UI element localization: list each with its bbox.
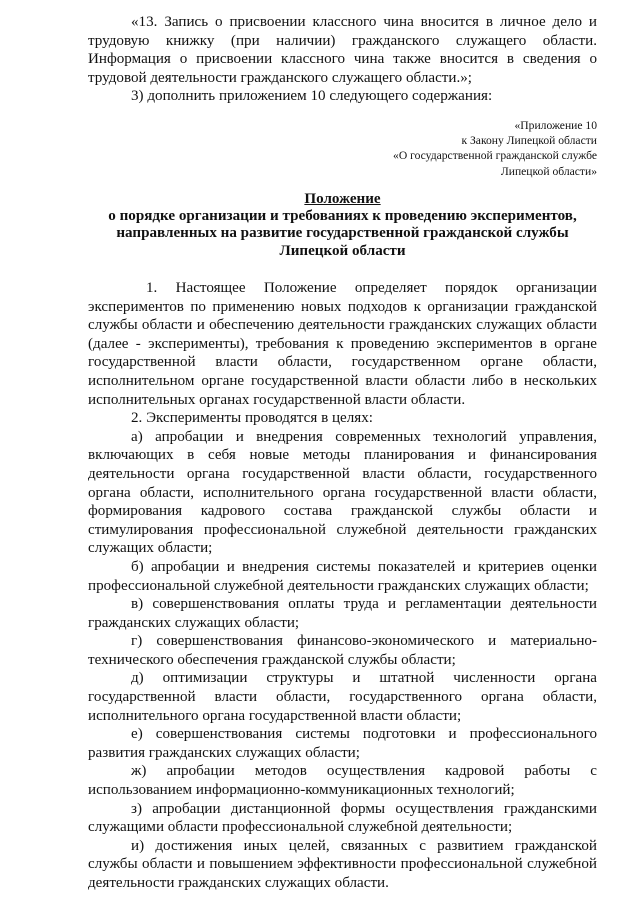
list-item-a: а) апробации и внедрения современных технологий управления, включающих в себя новые методы планирования и финансирования деятельности органа государственной власти области, государственного органа области, исполнительного органа государственной власти области, формирования кадрового состава гражданской службы области и стимулирования профессиональной служебной деятельности гражданских служащих области;	[88, 428, 597, 557]
paragraph-1: 1. Настоящее Положение определяет порядок организации экспериментов по применению новых подходов к организации гражданской службы области и обеспечению деятельности гражданских служащих области (далее - эксперименты), требования к проведению экспериментов в органе государственной власти области, государственном органе области, исполнительном органе государственной власти области либо в нескольких исполнительных органах государственной власти области.	[88, 280, 597, 408]
appendix-line: Липецкой области»	[500, 164, 597, 178]
list-item-b: б) апробации и внедрения системы показателей и критериев оценки профессиональной служебной деятельности гражданских служащих области;	[88, 558, 597, 594]
paragraph-item-13: «13. Запись о присвоении классного чина вносится в личное дело и трудовую книжку (при наличии) гражданского служащего области. Информация о присвоении классного чина также вносится в сведения о трудовой деятельности гражданского служащего области.»;	[88, 14, 597, 86]
list-item-zh: ж) апробации методов осуществления кадровой работы с использованием информационно-коммуникационных технологий;	[88, 763, 597, 799]
paragraph-amendment-3: 3) дополнить приложением 10 следующего содержания:	[131, 88, 493, 105]
regulation-body	[88, 279, 597, 893]
list-item-g: г) совершенствования финансово-экономического и материально-технического обеспечения гражданской службы области;	[88, 633, 597, 668]
list-item-e: е) совершенствования системы подготовки и профессионального развития гражданских служащих области;	[88, 726, 597, 761]
paragraph-2: 2. Эксперименты проводятся в целях:	[131, 410, 373, 427]
list-item-i: и) достижения иных целей, связанных с развитием гражданской службы области и повышением эффективности профессиональной служебной деятельности гражданских служащих области.	[88, 837, 597, 891]
list-item-z: з) апробации дистанционной формы осуществления гражданскими служащими области профессиональной служебной деятельности;	[88, 800, 597, 836]
list-item-d: д) оптимизации структуры и штатной численности органа государственной власти области, государственного органа области, исполнительного органа государственной власти области;	[88, 670, 597, 724]
appendix-header	[393, 118, 597, 179]
appendix-line: «Приложение 10	[514, 119, 597, 132]
list-item-v: в) совершенствования оплаты труда и регламентации деятельности гражданских служащих области;	[88, 596, 597, 631]
document-title	[88, 191, 597, 260]
appendix-line: «О государственной гражданской службе	[393, 149, 597, 163]
title-heading: Положение	[304, 191, 381, 207]
title-subtitle-line: о порядке организации и требованиях к проведению экспериментов,	[108, 208, 577, 225]
title-subtitle-line: Липецкой области	[279, 242, 406, 259]
previous-section-text	[88, 13, 597, 106]
title-subtitle-line: направленных на развитие государственной гражданской службы	[116, 225, 569, 242]
appendix-line: к Закону Липецкой области	[461, 134, 597, 148]
